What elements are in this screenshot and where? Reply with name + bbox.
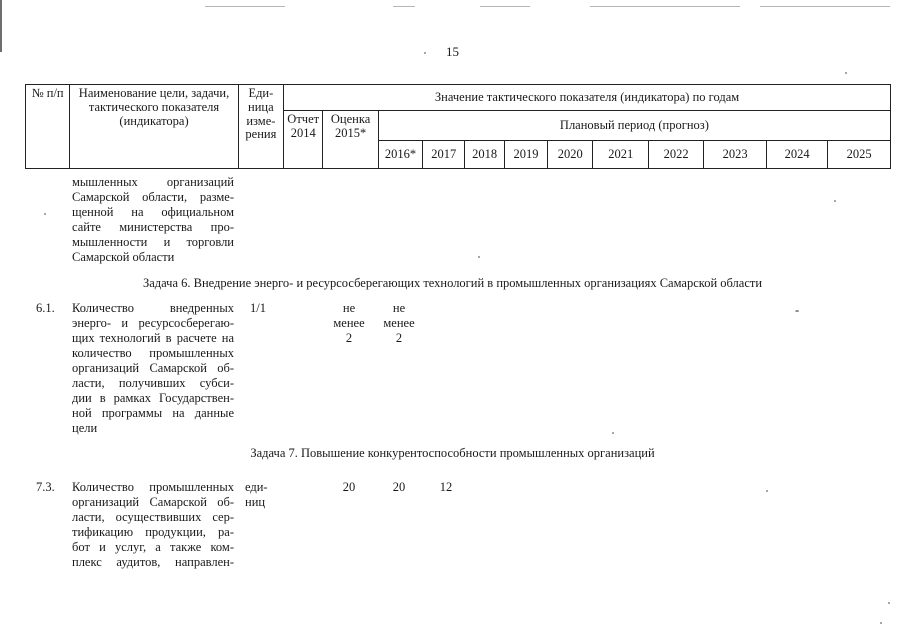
value-line: менее [333, 316, 365, 330]
value-line: не [392, 301, 406, 315]
task-7-heading: Задача 7. Повышение конкурентоспособности промышленных организаций [250, 446, 655, 460]
row-6-1-dash: - [795, 303, 800, 317]
text-line: щенной на официальном [72, 205, 234, 219]
year-header: 2016* [378, 141, 422, 169]
year-header: 2021 [593, 141, 648, 169]
task-6-heading: Задача 6. Внедрение энерго- и ресурсосберегающих технологий в промышленных организациях Самарской области [142, 276, 763, 290]
value-line: 2 [345, 331, 353, 345]
text-line: мышленных организаций [72, 175, 234, 189]
year-header: 2018 [465, 141, 504, 169]
text-line: ной программы на данные [72, 406, 234, 420]
text-line: ниц [245, 495, 266, 509]
text-line: организаций Самарской об- [72, 361, 234, 375]
row-7-3-name [72, 480, 234, 570]
row-7-3-value-2016: 20 [392, 480, 406, 494]
col-number-header: № п/п [26, 85, 70, 169]
value-line: менее [383, 316, 415, 330]
text-line: Самарской области, разме- [72, 190, 234, 204]
text-line: еди- [245, 480, 268, 494]
year-header: 2022 [648, 141, 703, 169]
year-header: 2020 [548, 141, 593, 169]
text-line: сайте министерства про- [72, 220, 234, 234]
value-line: 2 [395, 331, 403, 345]
year-header: 2025 [828, 141, 891, 169]
text-line: тификацию продукции, ра- [72, 525, 234, 539]
text-line: цели [72, 421, 98, 435]
text-line: плекс аудитов, направлен- [72, 555, 234, 569]
row-6-1-value-2015 [326, 301, 372, 346]
scan-speck [424, 52, 426, 54]
year-header: 2024 [766, 141, 827, 169]
row-7-3-value-2015: 20 [342, 480, 356, 494]
continuation-text [72, 175, 234, 265]
col-estimate-2015-header: Оценка 2015* [323, 111, 378, 169]
year-header: 2023 [704, 141, 767, 169]
scan-speck [888, 602, 890, 604]
text-line: организаций Самарской об- [72, 495, 234, 509]
text-line: Самарской области [72, 250, 175, 264]
text-line: ласти, осуществивших сер- [72, 510, 234, 524]
scan-speck [44, 213, 46, 215]
row-7-3-unit [245, 480, 268, 510]
page-number: 15 [446, 44, 459, 59]
col-name-header: Наименование цели, задачи, тактического показателя (индикатора) [70, 85, 238, 169]
row-7-3-value-2017: 12 [439, 480, 453, 494]
scan-speck [478, 256, 480, 258]
row-6-1-unit: 1/1 [250, 301, 266, 315]
text-line: щих технологий в расчете на [72, 331, 234, 345]
col-unit-header: Еди-ница изме-рения [238, 85, 283, 169]
text-line: бот и услуг, а также ком- [72, 540, 234, 554]
text-line: количество промышленных [72, 346, 234, 360]
text-line: дии в рамках Государствен- [72, 391, 234, 405]
text-line: ласти, получивших субси- [72, 376, 234, 390]
scan-speck [612, 432, 614, 434]
year-header: 2017 [423, 141, 465, 169]
col-report-2014-header: Отчет 2014 [284, 111, 323, 169]
text-line: энерго- и ресурсосберегаю- [72, 316, 234, 330]
values-group-header: Значение тактического показателя (индикатора) по годам [284, 85, 891, 111]
row-6-1-name [72, 301, 234, 436]
plan-period-header: Плановый период (прогноз) [378, 111, 890, 141]
row-6-1-value-2016 [376, 301, 422, 346]
row-7-3-number: 7.3. [36, 480, 55, 494]
text-line: мышленности и торговли [72, 235, 234, 249]
row-6-1-number: 6.1. [36, 301, 55, 315]
scan-speck [880, 622, 882, 624]
text-line: Количество промышленных [72, 480, 234, 494]
scan-speck [845, 72, 847, 74]
scan-speck [834, 200, 836, 202]
year-header: 2019 [504, 141, 547, 169]
scan-artifacts [0, 0, 905, 12]
text-line: Количество внедренных [72, 301, 234, 315]
scan-speck [766, 490, 768, 492]
value-line: не [342, 301, 356, 315]
indicator-table-header [25, 84, 891, 169]
